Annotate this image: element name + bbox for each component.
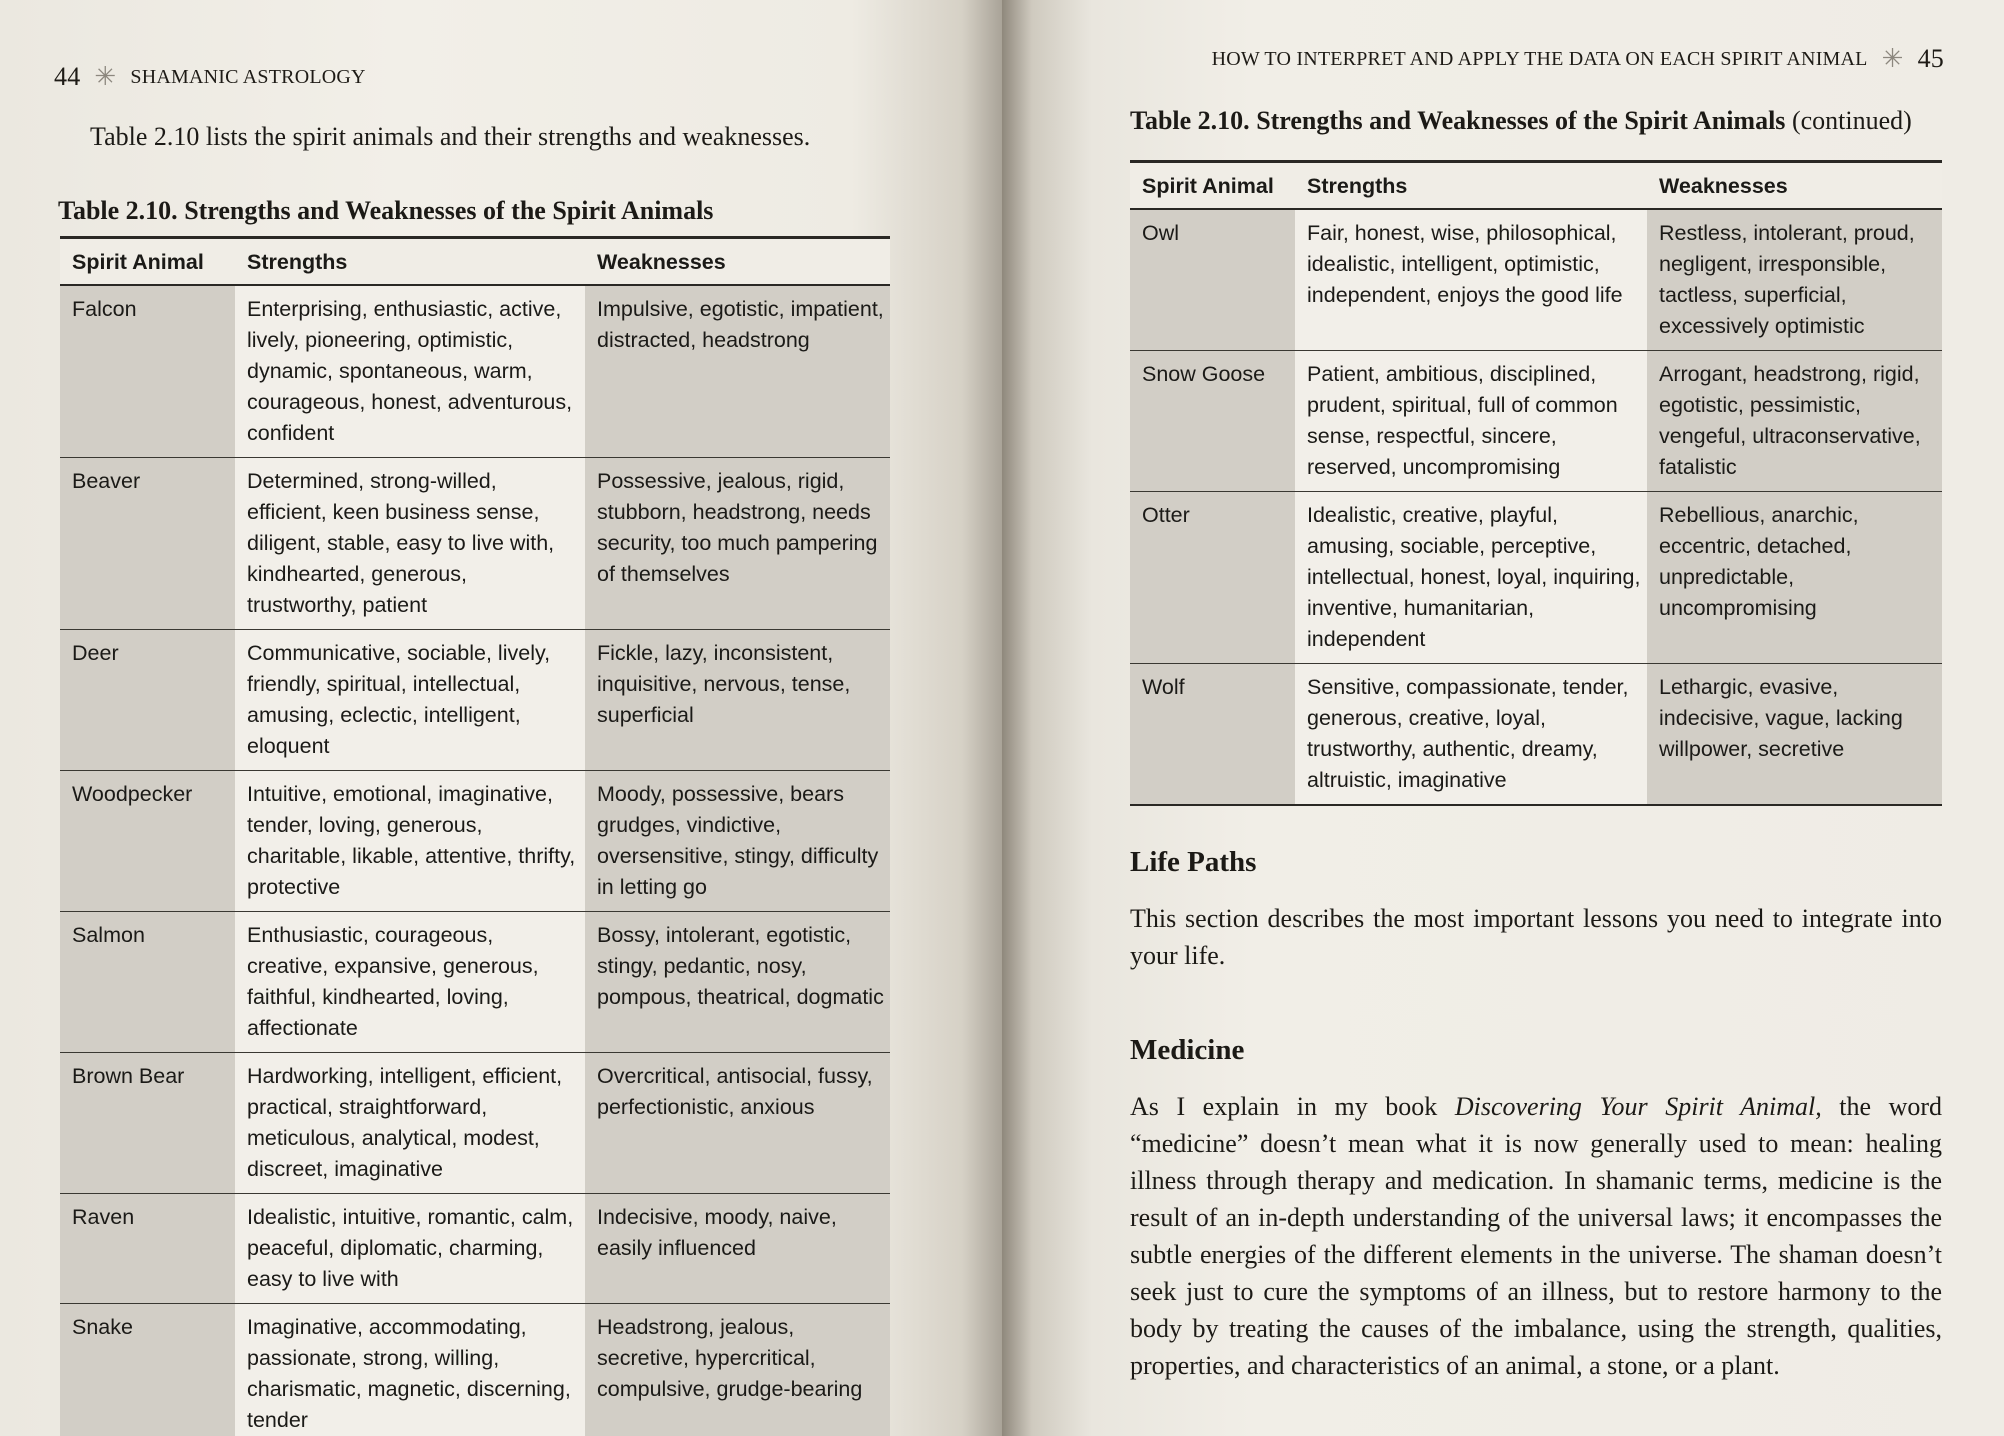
spirit-animal-table-left [60,236,890,1436]
table-row [60,630,890,771]
weaknesses-cell: Impulsive, egotistic, impatient, distracted, headstrong [585,285,890,458]
weaknesses-cell: Headstrong, jealous, secretive, hypercritical, compulsive, grudge-bearing [585,1304,890,1436]
weaknesses-cell: Rebellious, anarchic, eccentric, detached, unpredictable, uncompromising [1647,492,1942,664]
medicine-heading: Medicine [1130,1034,1245,1066]
strengths-cell: Fair, honest, wise, philosophical, idealistic, intelligent, optimistic, independent, enjoys the good life [1295,209,1647,351]
animal-cell: Wolf [1130,664,1295,806]
running-head-title-right: HOW TO INTERPRET AND APPLY THE DATA ON EACH SPIRIT ANIMAL [1211,47,1868,70]
table-row [1130,492,1942,664]
strengths-cell: Idealistic, creative, playful, amusing, sociable, perceptive, intellectual, honest, loyal, inquiring, inventive, humanitarian, independent [1295,492,1647,664]
caption-continued: (continued) [1791,106,1912,135]
animal-cell: Owl [1130,209,1295,351]
table-row [60,912,890,1053]
table-row [1130,664,1942,806]
caption-title: Strengths and Weaknesses of the Spirit Animals [184,196,714,225]
animal-cell: Otter [1130,492,1295,664]
header-spirit-animal: Spirit Animal [60,238,235,286]
animal-cell: Woodpecker [60,771,235,912]
animal-cell: Beaver [60,458,235,630]
weaknesses-cell: Restless, intolerant, proud, negligent, irresponsible, tactless, superficial, excessively optimistic [1647,209,1942,351]
table-row [60,771,890,912]
caption-title: Strengths and Weaknesses of the Spirit Animals [1256,106,1786,135]
table-row [1130,351,1942,492]
left-running-head [54,62,366,92]
asterisk-star-icon: ✳ [1881,44,1904,73]
strengths-cell: Patient, ambitious, disciplined, prudent, spiritual, full of common sense, respectful, sincere, reserved, uncompromising [1295,351,1647,492]
table-header-row [60,238,890,286]
weaknesses-cell: Lethargic, evasive, indecisive, vague, lacking willpower, secretive [1647,664,1942,806]
strengths-cell: Sensitive, compassionate, tender, generous, creative, loyal, trustworthy, authentic, dreamy, altruistic, imaginative [1295,664,1647,806]
table-row [60,285,890,458]
header-weaknesses: Weaknesses [1647,162,1942,210]
animal-cell: Raven [60,1194,235,1304]
medicine-paragraph [1130,1088,1942,1384]
table-header-row [1130,162,1942,210]
animal-cell: Snow Goose [1130,351,1295,492]
animal-cell: Falcon [60,285,235,458]
spirit-animal-table-right [1130,160,1942,806]
page-number-right: 45 [1917,44,1944,73]
strengths-cell: Enthusiastic, courageous, creative, expansive, generous, faithful, kindhearted, loving, affectionate [235,912,585,1053]
caption-label: Table 2.10. [58,196,178,225]
right-page [1002,0,2004,1436]
strengths-cell: Enterprising, enthusiastic, active, lively, pioneering, optimistic, dynamic, spontaneous, warm, courageous, honest, adventurous, confident [235,285,585,458]
header-spirit-animal: Spirit Animal [1130,162,1295,210]
table-row [60,458,890,630]
table-row [60,1304,890,1436]
header-weaknesses: Weaknesses [585,238,890,286]
animal-cell: Deer [60,630,235,771]
animal-cell: Brown Bear [60,1053,235,1194]
caption-label: Table 2.10. [1130,106,1250,135]
medicine-text-after: the word “medicine” doesn’t mean what it is now generally used to mean: healing illness through therapy and medication. In shamanic terms, medicine is the result of an in-depth understanding of the universal laws; it encompasses the subtle energies of the different elements in the universe. The shaman doesn’t seek just to cure the symptoms of an illness, but to restore harmony to the body by treating the causes of the imbalance, using the strength, qualities, properties, and characteristics of an animal, a stone, or a plant. [1130,1092,1943,1380]
table-row [60,1053,890,1194]
animal-cell: Snake [60,1304,235,1436]
animal-cell: Salmon [60,912,235,1053]
table-caption-left [58,196,713,226]
medicine-book-title: Discovering Your Spirit Animal, [1454,1092,1822,1121]
strengths-cell: Intuitive, emotional, imaginative, tender, loving, generous, charitable, likable, attentive, thrifty, protective [235,771,585,912]
right-running-head [1212,44,1944,74]
header-strengths: Strengths [1295,162,1647,210]
weaknesses-cell: Bossy, intolerant, egotistic, stingy, pedantic, nosy, pompous, theatrical, dogmatic [585,912,890,1053]
table-intro-sentence: Table 2.10 lists the spirit animals and their strengths and weaknesses. [90,122,811,151]
life-paths-paragraph: This section describes the most important lessons you need to integrate into your life. [1130,904,1942,970]
weaknesses-cell: Moody, possessive, bears grudges, vindictive, oversensitive, stingy, difficulty in letting go [585,771,890,912]
table-caption-right [1130,106,1912,136]
page-number-left: 44 [54,62,81,91]
asterisk-star-icon: ✳ [94,62,117,91]
weaknesses-cell: Arrogant, headstrong, rigid, egotistic, pessimistic, vengeful, ultraconservative, fatalistic [1647,351,1942,492]
header-strengths: Strengths [235,238,585,286]
strengths-cell: Imaginative, accommodating, passionate, strong, willing, charismatic, magnetic, discerning, tender [235,1304,585,1436]
weaknesses-cell: Indecisive, moody, naive, easily influenced [585,1194,890,1304]
strengths-cell: Hardworking, intelligent, efficient, practical, straightforward, meticulous, analytical, modest, discreet, imaginative [235,1053,585,1194]
table-row [60,1194,890,1304]
strengths-cell: Determined, strong-willed, efficient, keen business sense, diligent, stable, easy to live with, kindhearted, generous, trustworthy, patient [235,458,585,630]
weaknesses-cell: Overcritical, antisocial, fussy, perfectionistic, anxious [585,1053,890,1194]
medicine-text-before: As I explain in my book [1130,1092,1455,1121]
life-paths-heading: Life Paths [1130,846,1257,878]
strengths-cell: Communicative, sociable, lively, friendly, spiritual, intellectual, amusing, eclectic, intelligent, eloquent [235,630,585,771]
weaknesses-cell: Possessive, jealous, rigid, stubborn, headstrong, needs security, too much pampering of themselves [585,458,890,630]
strengths-cell: Idealistic, intuitive, romantic, calm, peaceful, diplomatic, charming, easy to live with [235,1194,585,1304]
weaknesses-cell: Fickle, lazy, inconsistent, inquisitive, nervous, tense, superficial [585,630,890,771]
running-head-title-left: SHAMANIC ASTROLOGY [130,65,366,88]
table-row [1130,209,1942,351]
